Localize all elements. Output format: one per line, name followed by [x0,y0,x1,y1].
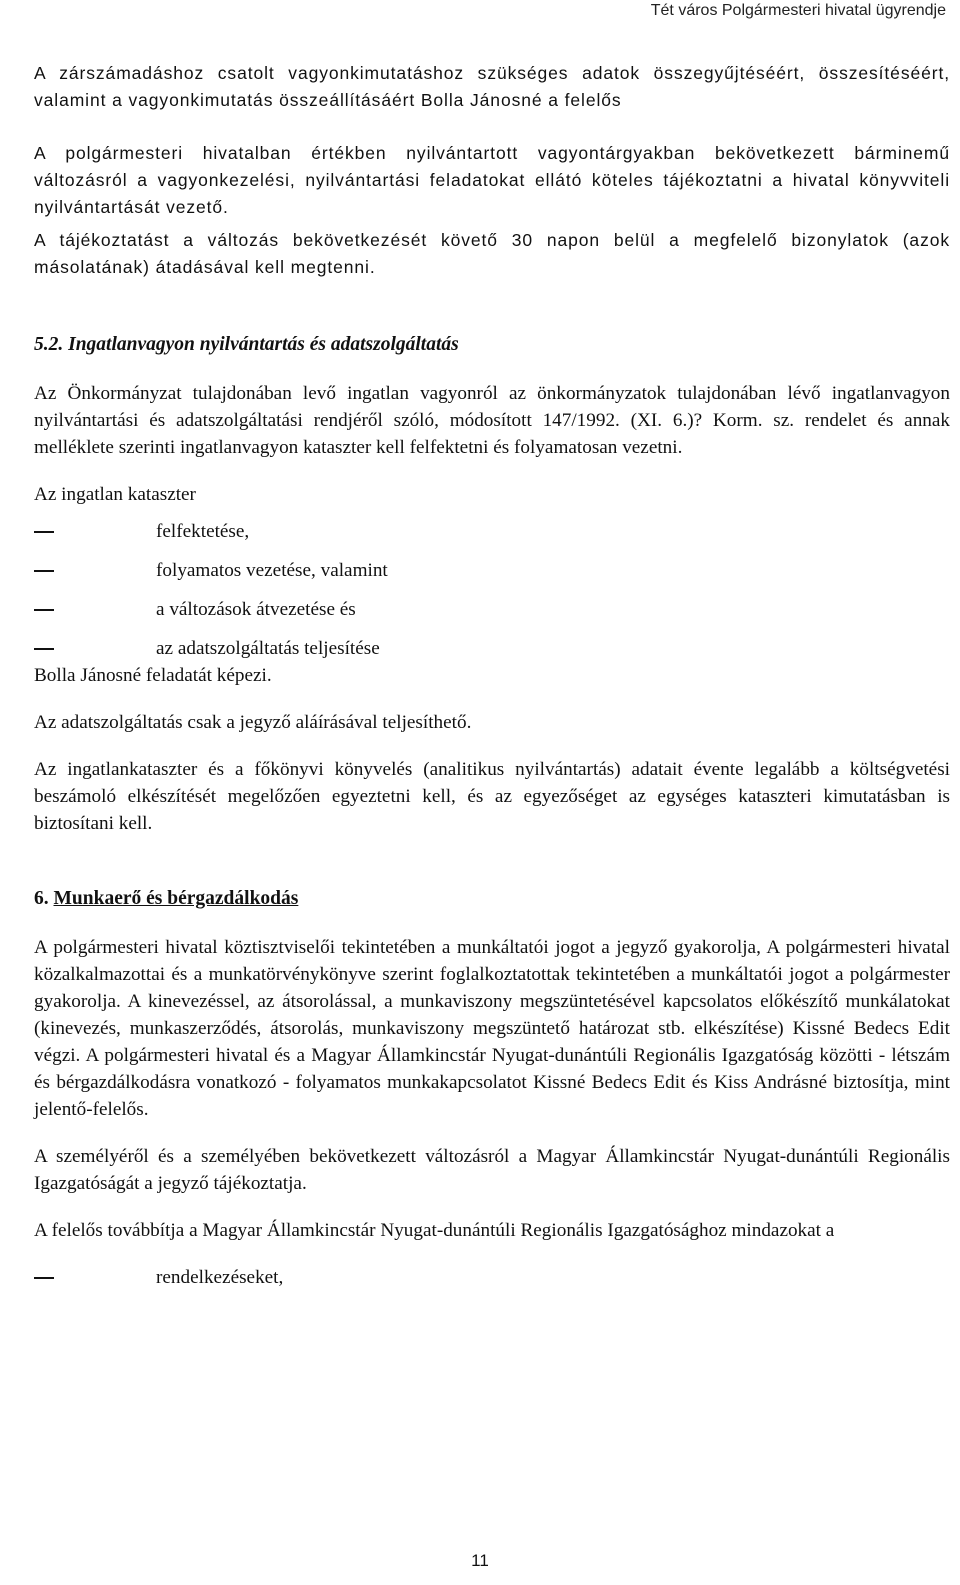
page-header: Tét város Polgármesteri hivatal ügyrendje [650,2,946,19]
paragraph: A zárszámadáshoz csatolt vagyonkimutatáshoz szükséges adatok összegyűjtéséért, összesítéséért, valamint a vagyonkimutatás összeállításáért Bolla Jánosné a felelős [34,63,950,110]
list-item: felfektetése, [34,518,950,557]
page-number: 11 [471,1551,489,1570]
list-item: a változások átvezetése és [34,596,950,635]
paragraph: Bolla Jánosné feladatát képezi. [34,665,272,686]
list-item: az adatszolgáltatás teljesítése [34,635,950,662]
paragraph: Az adatszolgáltatás csak a jegyző aláírásával teljesíthető. [34,712,472,733]
list-item: folyamatos vezetése, valamint [34,557,950,596]
paragraph: A személyéről és a személyében bekövetkezett változásról a Magyar Államkincstár Nyugat-dunántúli Regionális Igazgatóságát a jegyző tájékoztatja. [34,1146,950,1194]
dash-icon [34,1277,54,1279]
dash-icon [34,609,54,611]
section-heading: 6. Munkaerő és bérgazdálkodás [34,888,299,909]
paragraph: A polgármesteri hivatal köztisztviselői tekintetében a munkáltatói jogot a jegyző gyakorolja, A polgármesteri hivatal közalkalmazottai és a munkatörvénykönyve szerint foglalkoztatottak tekintetében a munkáltatói jogot a polgármester gyakorolja. A kinevezéssel, az átsorolással, a munkaviszony megszüntetésével kapcsolatos előkészítő munkálatokat (kinevezés, munkaszerződés, átsorolás, munkaviszony megszüntető határozat stb. elkészítése) Kissné Bedecs Edit végzi. A polgármesteri hivatal és a Magyar Államkincstár Nyugat-dunántúli Regionális Igazgatóság közötti - létszám és bérgazdálkodásra vonatkozó - folyamatos munkakapcsolatot Kissné Bedecs Edit és Kiss Andrásné biztosítja, mint jelentő-felelős. [34,937,950,1120]
paragraph: A polgármesteri hivatalban értékben nyilvántartott vagyontárgyakban bekövetkezett bárminemű változásról a vagyonkezelési, nyilvántartási feladatokat ellátó köteles tájékoztatni a hivatal könyvviteli nyilvántartását vezető. [34,143,950,217]
list-item: rendelkezéseket, [34,1264,950,1303]
section-heading: 5.2. Ingatlanvagyon nyilvántartás és adatszolgáltatás [34,334,459,355]
paragraph: A felelős továbbítja a Magyar Államkincstár Nyugat-dunántúli Regionális Igazgatósághoz mindazokat a [34,1220,835,1241]
paragraph: Az ingatlankataszter és a főkönyvi könyvelés (analitikus nyilvántartás) adatait évente legalább a költségvetési beszámoló elkészítését megelőzően egyeztetni kell, és az egyezőséget az egységes kataszteri kimutatásban is biztosítani kell. [34,759,950,834]
bullet-list [34,1264,950,1303]
paragraph: A tájékoztatást a változás bekövetkezését követő 30 napon belül a megfelelő bizonylatok (azok másolatának) átadásával kell megtenni. [34,230,950,277]
paragraph: Az Önkormányzat tulajdonában levő ingatlan vagyonról az önkormányzatok tulajdonában lévő ingatlanvagyon nyilvántartási és adatszolgáltatási rendjéről szóló, módosított 147/1992. (XI. 6.)? Korm. sz. rendelet és annak melléklete szerinti ingatlanvagyon kataszter kell felfektetni és folyamatosan vezetni. [34,383,950,458]
dash-icon [34,531,54,533]
bullet-list [34,518,950,662]
dash-icon [34,570,54,572]
paragraph: Az ingatlan kataszter [34,484,196,505]
dash-icon [34,648,54,650]
document-body [34,60,950,1303]
